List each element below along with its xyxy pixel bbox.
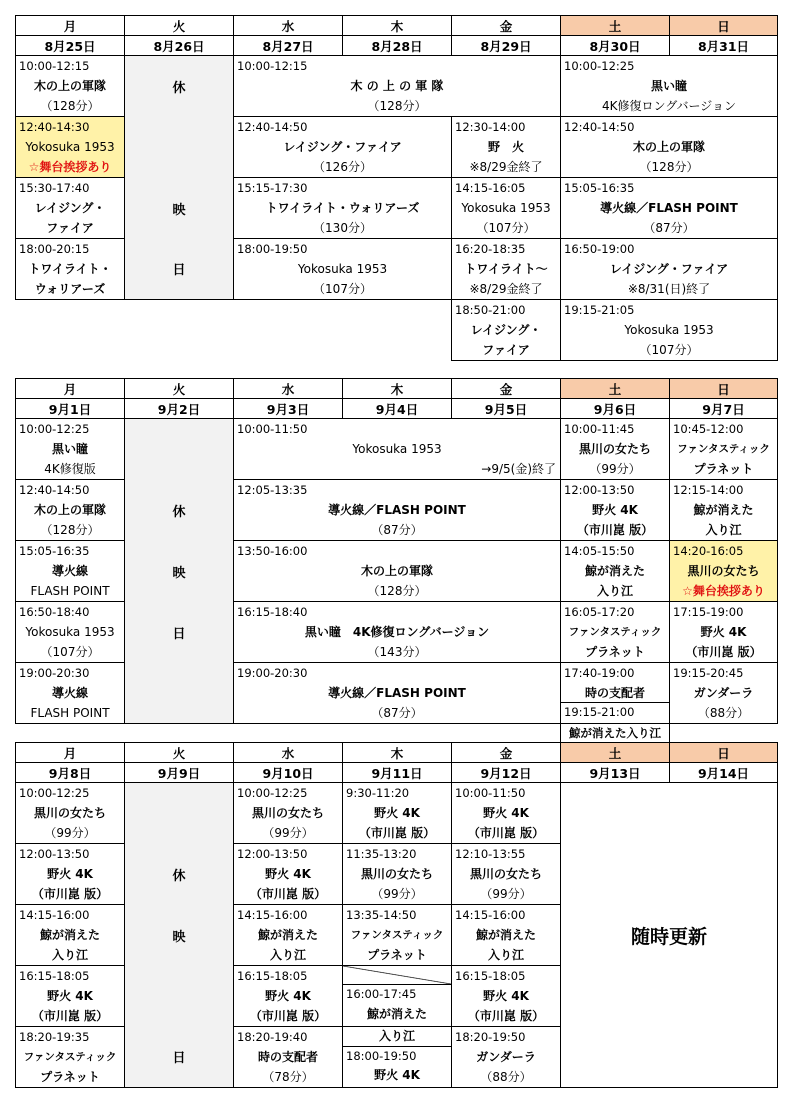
date-cell: 9月1日 <box>16 399 125 419</box>
day-tue: 火 <box>125 743 234 763</box>
day-header-row <box>16 743 778 763</box>
stage-greeting-note: ☆舞台挨拶あり <box>682 584 765 598</box>
day-sat: 土 <box>561 16 670 36</box>
day-mon: 月 <box>16 16 125 36</box>
date-cell: 8月26日 <box>125 36 234 56</box>
screening-cell-highlight: 12:40-14:30 Yokosuka 1953 ☆舞台挨拶あり <box>16 117 125 178</box>
empty-area <box>16 300 452 361</box>
screening-cell: 15:30-17:40 レイジング・ ファイア <box>16 178 125 239</box>
screening-cell: 10:00-12:25 黒川の女たち （99分） <box>16 783 125 844</box>
closed-cell <box>125 663 234 724</box>
screening-cell: 17:15-19:00 野火 4K （市川崑 版） <box>670 602 778 663</box>
screening-cell: 16:20-18:35 トワイライト～ ※8/29金終了 <box>452 239 561 300</box>
screening-cell: 18:00-19:50 Yokosuka 1953 （107分） <box>234 239 452 300</box>
date-cell: 9月14日 <box>670 763 778 783</box>
screening-cell: 12:00-13:50 野火 4K （市川崑 版） <box>234 844 343 905</box>
week-2-table <box>15 378 778 743</box>
date-cell: 8月25日 <box>16 36 125 56</box>
day-wed: 水 <box>234 16 343 36</box>
screening-cell: 18:20-19:40 時の支配者 （78分） <box>234 1027 343 1088</box>
screening-cell: 12:05-13:35 導火線／FLASH POINT （87分） <box>234 480 561 541</box>
screening-cell: 12:00-13:50 野火 4K （市川崑 版） <box>561 480 670 541</box>
screening-cell: 13:50-16:00 木の上の軍隊 （128分） <box>234 541 561 602</box>
screening-cell: 10:00-12:25 黒い瞳 4K修復ロングバージョン <box>561 56 778 117</box>
screening-cell: 19:15-21:05 Yokosuka 1953 （107分） <box>561 300 778 361</box>
date-cell: 9月4日 <box>343 399 452 419</box>
closed-cell <box>125 419 234 480</box>
day-thu: 木 <box>343 379 452 399</box>
update-notice: 随時更新 <box>561 783 778 1088</box>
date-cell: 9月13日 <box>561 763 670 783</box>
day-header-row <box>16 16 778 36</box>
screening-cell: 18:50-21:00 レイジング・ ファイア <box>452 300 561 361</box>
closed-cell: 映 <box>125 178 234 239</box>
closed-cell <box>125 117 234 178</box>
date-cell: 8月31日 <box>670 36 778 56</box>
day-sun: 日 <box>670 16 778 36</box>
day-header-row <box>16 379 778 399</box>
screening-cell: 10:00-11:45 黒川の女たち （99分） <box>561 419 670 480</box>
screening-cell: 12:40-14:50 木の上の軍隊 （128分） <box>561 117 778 178</box>
screening-cell: 16:15-18:05 野火 4K （市川崑 版） <box>16 966 125 1027</box>
day-sat: 土 <box>561 743 670 763</box>
stage-greeting-note: ☆舞台挨拶あり <box>28 160 112 174</box>
screening-cell: 14:15-16:00 鯨が消えた 入り江 <box>234 905 343 966</box>
date-cell: 8月29日 <box>452 36 561 56</box>
screening-cell-highlight: 14:20-16:05 黒川の女たち ☆舞台挨拶あり <box>670 541 778 602</box>
screening-cell: 10:45-12:00 ファンタスティック プラネット <box>670 419 778 480</box>
closed-cell: 休 <box>125 480 234 541</box>
day-tue: 火 <box>125 16 234 36</box>
screening-cell: 10:00-11:50 Yokosuka 1953 →9/5(金)終了 <box>234 419 561 480</box>
date-cell: 9月10日 <box>234 763 343 783</box>
day-wed: 水 <box>234 379 343 399</box>
screening-cell-split: 17:40-19:00 時の支配者 19:15-21:00 <box>561 663 670 724</box>
closed-cell: 日 <box>125 239 234 300</box>
screening-cell-overflow: 鯨が消えた入り江 <box>561 724 670 743</box>
closed-cell: 日 <box>125 602 234 663</box>
screening-cell: 19:15-20:45 ガンダーラ （88分） <box>670 663 778 724</box>
screening-cell: 16:15-18:05 野火 4K （市川崑 版） <box>234 966 343 1027</box>
date-cell: 9月9日 <box>125 763 234 783</box>
screening-cell: 12:15-14:00 鯨が消えた 入り江 <box>670 480 778 541</box>
day-sun: 日 <box>670 743 778 763</box>
closed-cell <box>125 966 234 1027</box>
screening-cell: 15:15-17:30 トワイライト・ウォリアーズ （130分） <box>234 178 452 239</box>
date-cell: 9月8日 <box>16 763 125 783</box>
closed-cell <box>125 783 234 844</box>
screening-cell: 10:00-12:25 黒川の女たち （99分） <box>234 783 343 844</box>
screening-cell: 12:40-14:50 木の上の軍隊 （128分） <box>16 480 125 541</box>
screening-cell: 14:15-16:00 鯨が消えた 入り江 <box>16 905 125 966</box>
date-cell: 9月7日 <box>670 399 778 419</box>
closed-cell: 休 <box>125 844 234 905</box>
screening-cell: 9:30-11:20 野火 4K （市川崑 版） <box>343 783 452 844</box>
day-thu: 木 <box>343 16 452 36</box>
date-cell: 9月6日 <box>561 399 670 419</box>
screening-cell: 11:35-13:20 黒川の女たち （99分） <box>343 844 452 905</box>
day-fri: 金 <box>452 16 561 36</box>
day-fri: 金 <box>452 743 561 763</box>
blank-slot-diagonal <box>343 966 451 985</box>
date-cell: 9月5日 <box>452 399 561 419</box>
screening-cell: 13:35-14:50 ファンタスティック プラネット <box>343 905 452 966</box>
screening-cell: 14:05-15:50 鯨が消えた 入り江 <box>561 541 670 602</box>
screening-cell: 12:00-13:50 野火 4K （市川崑 版） <box>16 844 125 905</box>
screening-cell: 10:00-11:50 野火 4K （市川崑 版） <box>452 783 561 844</box>
screening-cell: 16:15-18:05 野火 4K （市川崑 版） <box>452 966 561 1027</box>
date-row <box>16 399 778 419</box>
screening-cell: 16:50-19:00 レイジング・ファイア ※8/31(日)終了 <box>561 239 778 300</box>
day-thu: 木 <box>343 743 452 763</box>
screening-cell: 16:05-17:20 ファンタスティック プラネット <box>561 602 670 663</box>
screening-cell: 19:00-20:30 導火線／FLASH POINT （87分） <box>234 663 561 724</box>
screening-cell-split: 16:00-17:45 鯨が消えた <box>343 966 452 1027</box>
date-cell: 9月12日 <box>452 763 561 783</box>
screening-cell: 16:50-18:40 Yokosuka 1953 （107分） <box>16 602 125 663</box>
screening-cell: 12:40-14:50 レイジング・ファイア （126分） <box>234 117 452 178</box>
date-cell: 8月30日 <box>561 36 670 56</box>
screening-cell: 16:15-18:40 黒い瞳 4K修復ロングバージョン （143分） <box>234 602 561 663</box>
screening-cell: 12:30-14:00 野 火 ※8/29金終了 <box>452 117 561 178</box>
day-sat: 土 <box>561 379 670 399</box>
screening-cell: 18:00-20:15 トワイライト・ ウォリアーズ <box>16 239 125 300</box>
day-sun: 日 <box>670 379 778 399</box>
date-row <box>16 36 778 56</box>
week-3-table <box>15 742 778 1088</box>
closed-cell: 映 <box>125 541 234 602</box>
week-1-table <box>15 15 778 361</box>
screening-cell: 18:20-19:50 ガンダーラ （88分） <box>452 1027 561 1088</box>
closed-cell: 休 <box>125 56 234 117</box>
day-tue: 火 <box>125 379 234 399</box>
date-cell: 9月11日 <box>343 763 452 783</box>
closed-cell: 日 <box>125 1027 234 1088</box>
day-fri: 金 <box>452 379 561 399</box>
screening-cell: 10:00-12:25 黒い瞳 4K修復版 <box>16 419 125 480</box>
screening-cell: 10:00-12:15 木の上の軍隊 （128分） <box>16 56 125 117</box>
screening-cell: 14:15-16:00 鯨が消えた 入り江 <box>452 905 561 966</box>
screening-cell: 12:10-13:55 黒川の女たち （99分） <box>452 844 561 905</box>
closed-cell: 映 <box>125 905 234 966</box>
date-cell: 8月28日 <box>343 36 452 56</box>
screening-cell: 15:05-16:35 導火線 FLASH POINT <box>16 541 125 602</box>
screening-cell: 15:05-16:35 導火線／FLASH POINT （87分） <box>561 178 778 239</box>
screening-cell: 19:00-20:30 導火線 FLASH POINT <box>16 663 125 724</box>
date-cell: 9月2日 <box>125 399 234 419</box>
day-mon: 月 <box>16 743 125 763</box>
screening-cell: 14:15-16:05 Yokosuka 1953 （107分） <box>452 178 561 239</box>
screening-cell: 10:00-12:15 木 の 上 の 軍 隊 （128分） <box>234 56 561 117</box>
date-row <box>16 763 778 783</box>
screening-cell: 18:20-19:35 ファンタスティック プラネット <box>16 1027 125 1088</box>
screening-cell-split: 入り江 18:00-19:50 野火 4K <box>343 1027 452 1088</box>
date-cell: 9月3日 <box>234 399 343 419</box>
day-mon: 月 <box>16 379 125 399</box>
date-cell: 8月27日 <box>234 36 343 56</box>
day-wed: 水 <box>234 743 343 763</box>
